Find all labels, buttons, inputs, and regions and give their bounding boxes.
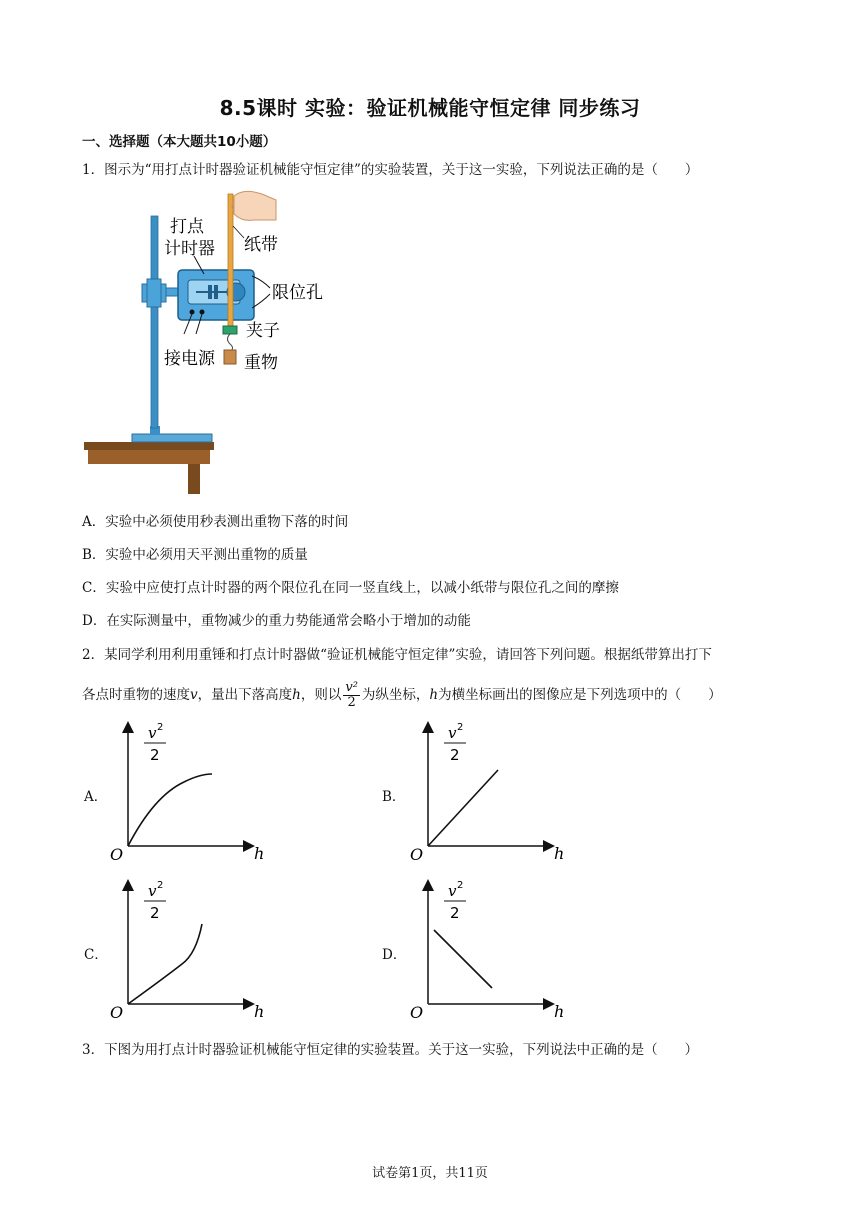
table-top [84,442,214,450]
hand [234,191,276,220]
q1-option-d: D．在实际测量中，重物减少的重力势能通常会略小于增加的动能 [82,613,471,629]
origin-label: O [110,845,124,864]
label-tape: 纸带 [244,235,278,255]
graph-line [428,770,498,846]
weight [224,350,236,364]
y-axis-num: v [448,882,457,900]
stand-base [132,434,212,442]
graph-curve [128,774,212,846]
q1-option-a: A．实验中必须使用秒表测出重物下落的时间 [82,514,349,530]
q2-option-b-label: B． [382,789,406,805]
q3-stem: 3．下图为用打点计时器验证机械能守恒定律的实验装置。关于这一实验，下列说法中正确的是（ ） [82,1042,699,1058]
q2-text-d: 为纵坐标， [361,687,430,703]
y-axis-exp: 2 [457,880,464,891]
origin-label: O [410,1003,424,1022]
q2-var-h: h [292,687,301,703]
origin-label: O [410,845,424,864]
x-axis-label: h [254,844,265,863]
y-axis-exp: 2 [457,722,464,733]
clip [223,326,237,334]
graph-line [434,930,492,988]
page-footer: 试卷第1页，共11页 [372,1166,488,1181]
label-clip: 夹子 [246,321,280,341]
q2-graph-d [404,874,574,1024]
terminal-dot [200,310,205,315]
x-axis-label: h [554,844,565,863]
label-power: 接电源 [164,349,215,369]
q2-var-v: v [190,687,198,703]
q1-apparatus-figure [84,186,344,496]
stand-rod [151,216,158,428]
y-axis-den: 2 [150,904,160,922]
q2-graph-c [104,874,274,1024]
section-heading: 一、选择题（本大题共10小题） [82,134,277,150]
x-axis-label: h [254,1002,265,1021]
q2-text-a: 各点时重物的速度 [82,687,190,703]
q1-stem: 1．图示为“用打点计时器验证机械能守恒定律”的实验装置，关于这一实验，下列说法正确的是（ ） [82,162,699,178]
paper-tape [228,194,233,334]
q2-option-a-label: A． [84,789,108,805]
y-axis-num: v [148,724,157,742]
y-axis-exp: 2 [157,880,164,891]
page-title: 8.5课时 实验：验证机械能守恒定律 同步练习 [219,96,641,120]
q2-text-e: 为横坐标画出的图像应是下列选项中的（ ） [438,687,722,703]
y-axis-den: 2 [450,746,460,764]
q2-frac-num: v² [345,680,358,695]
y-axis-num: v [448,724,457,742]
q2-option-d-label: D． [382,947,407,963]
y-axis-den: 2 [150,746,160,764]
origin-label: O [110,1003,124,1022]
x-axis-label: h [554,1002,565,1021]
y-axis-num: v [148,882,157,900]
table-leg [188,464,200,494]
q2-frac-den: 2 [347,695,356,710]
q2-text-c: ，则以 [300,687,342,703]
q2-stem-line2 [82,680,722,710]
terminal-dot [190,310,195,315]
q2-text-b: ，量出下落高度 [197,687,293,703]
q1-option-c: C．实验中应使打点计时器的两个限位孔在同一竖直线上，以减小纸带与限位孔之间的摩擦 [82,580,619,596]
q2-var-h-2: h [429,687,439,703]
q2-option-c-label: C． [84,947,108,963]
q1-option-b: B．实验中必须用天平测出重物的质量 [82,547,308,563]
graph-curve [128,924,202,1004]
label-timer-1: 打点 [170,217,204,237]
y-axis-exp: 2 [157,722,164,733]
q2-graph-a [104,716,274,866]
q2-graph-b [404,716,574,866]
label-holes: 限位孔 [272,283,323,303]
q2-stem-line1: 2．某同学利用利用重锤和打点计时器做“验证机械能守恒定律”实验，请回答下列问题。根据纸带算出打下 [82,647,712,663]
label-weight: 重物 [244,353,278,373]
label-timer-2: 计时器 [164,239,215,259]
q2-fraction [343,681,360,710]
y-axis-den: 2 [450,904,460,922]
